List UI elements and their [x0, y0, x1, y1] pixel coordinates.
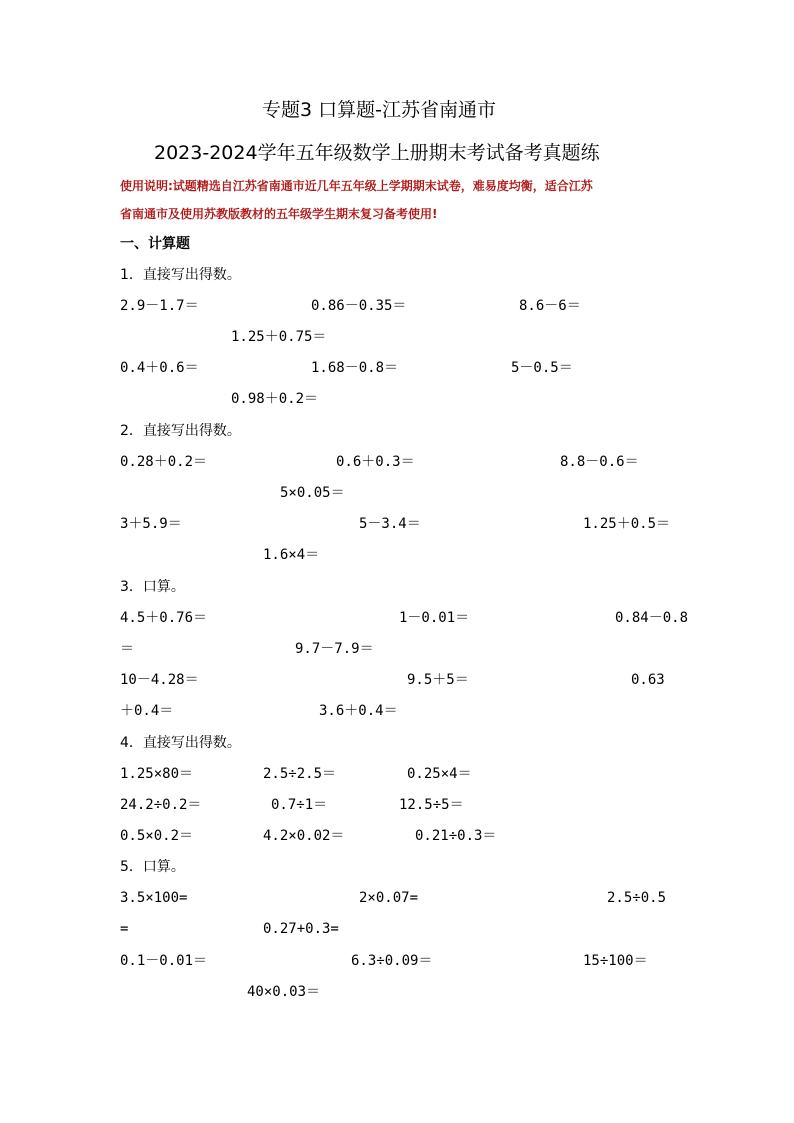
- q1-item-4: 1.25＋0.75＝: [231, 329, 327, 345]
- q4-item-3: 0.25×4＝: [407, 766, 472, 782]
- q4-item-9: 0.21÷0.3＝: [415, 828, 497, 844]
- q1-item-5: 0.4＋0.6＝: [120, 360, 199, 376]
- q2-item-2: 0.6＋0.3＝: [336, 454, 415, 470]
- q3-item-3: 0.84－0.8: [615, 610, 689, 626]
- q1-item-2: 0.86－0.35＝: [311, 298, 407, 314]
- q3-item-7-wrap: ＋0.4＝: [120, 703, 174, 719]
- q3-item-7: 0.63: [631, 672, 665, 688]
- q3-item-5: 10－4.28＝: [120, 672, 199, 688]
- q2-item-4: 5×0.05＝: [280, 485, 345, 501]
- q3-item-6: 9.5＋5＝: [407, 672, 469, 688]
- q5-item-7: 15÷100＝: [583, 953, 648, 969]
- q5-item-6: 6.3÷0.09＝: [351, 953, 433, 969]
- q2-item-7: 1.25＋0.5＝: [583, 516, 671, 532]
- question-1-title: 1．直接写出得数。: [120, 267, 241, 283]
- q3-item-4: 9.7－7.9＝: [295, 641, 374, 657]
- q2-item-1: 0.28＋0.2＝: [120, 454, 208, 470]
- q4-item-5: 0.7÷1＝: [271, 797, 328, 813]
- q5-item-8: 40×0.03＝: [247, 984, 321, 1000]
- q4-item-2: 2.5÷2.5＝: [263, 766, 337, 782]
- question-2-title: 2．直接写出得数。: [120, 423, 241, 439]
- q2-item-3: 8.8－0.6＝: [560, 454, 639, 470]
- q4-item-7: 0.5×0.2＝: [120, 828, 194, 844]
- q4-item-4: 24.2÷0.2＝: [120, 797, 202, 813]
- q5-item-3-wrap: =: [120, 921, 129, 937]
- q5-item-4: 0.27+0.3=: [263, 921, 339, 937]
- question-3-title: 3．口算。: [120, 579, 185, 595]
- q3-item-8: 3.6＋0.4＝: [319, 703, 398, 719]
- usage-note-line-2: 省南通市及使用苏教版教材的五年级学生期末复习备考使用!: [120, 207, 438, 221]
- page-title: 专题3 口算题-江苏省南通市: [262, 99, 496, 121]
- q5-item-1: 3.5×100=: [120, 890, 188, 906]
- q5-item-2: 2×0.07=: [359, 890, 419, 906]
- q2-item-8: 1.6×4＝: [263, 547, 320, 563]
- q1-item-1: 2.9－1.7＝: [120, 298, 199, 314]
- q1-item-7: 5－0.5＝: [511, 360, 573, 376]
- q3-item-3-wrap: ＝: [120, 641, 134, 657]
- q2-item-5: 3＋5.9＝: [120, 516, 182, 532]
- usage-note-line-1: 使用说明:试题精选自江苏省南通市近几年五年级上学期期末试卷，难易度均衡，适合江苏: [120, 179, 593, 193]
- q4-item-8: 4.2×0.02＝: [263, 828, 345, 844]
- q3-item-2: 1－0.01＝: [399, 610, 470, 626]
- q5-item-3: 2.5÷0.5: [607, 890, 667, 906]
- page-subtitle: 2023-2024学年五年级数学上册期末考试备考真题练: [154, 142, 600, 164]
- q3-item-1: 4.5＋0.76＝: [120, 610, 208, 626]
- question-5-title: 5．口算。: [120, 859, 185, 875]
- q2-item-6: 5－3.4＝: [359, 516, 421, 532]
- q1-item-8: 0.98＋0.2＝: [231, 391, 319, 407]
- q1-item-3: 8.6－6＝: [519, 298, 581, 314]
- q4-item-6: 12.5÷5＝: [399, 797, 464, 813]
- q1-item-6: 1.68－0.8＝: [311, 360, 399, 376]
- section-title: 一、计算题: [120, 236, 190, 252]
- q5-item-5: 0.1－0.01＝: [120, 953, 208, 969]
- question-4-title: 4．直接写出得数。: [120, 735, 241, 751]
- q4-item-1: 1.25×80＝: [120, 766, 194, 782]
